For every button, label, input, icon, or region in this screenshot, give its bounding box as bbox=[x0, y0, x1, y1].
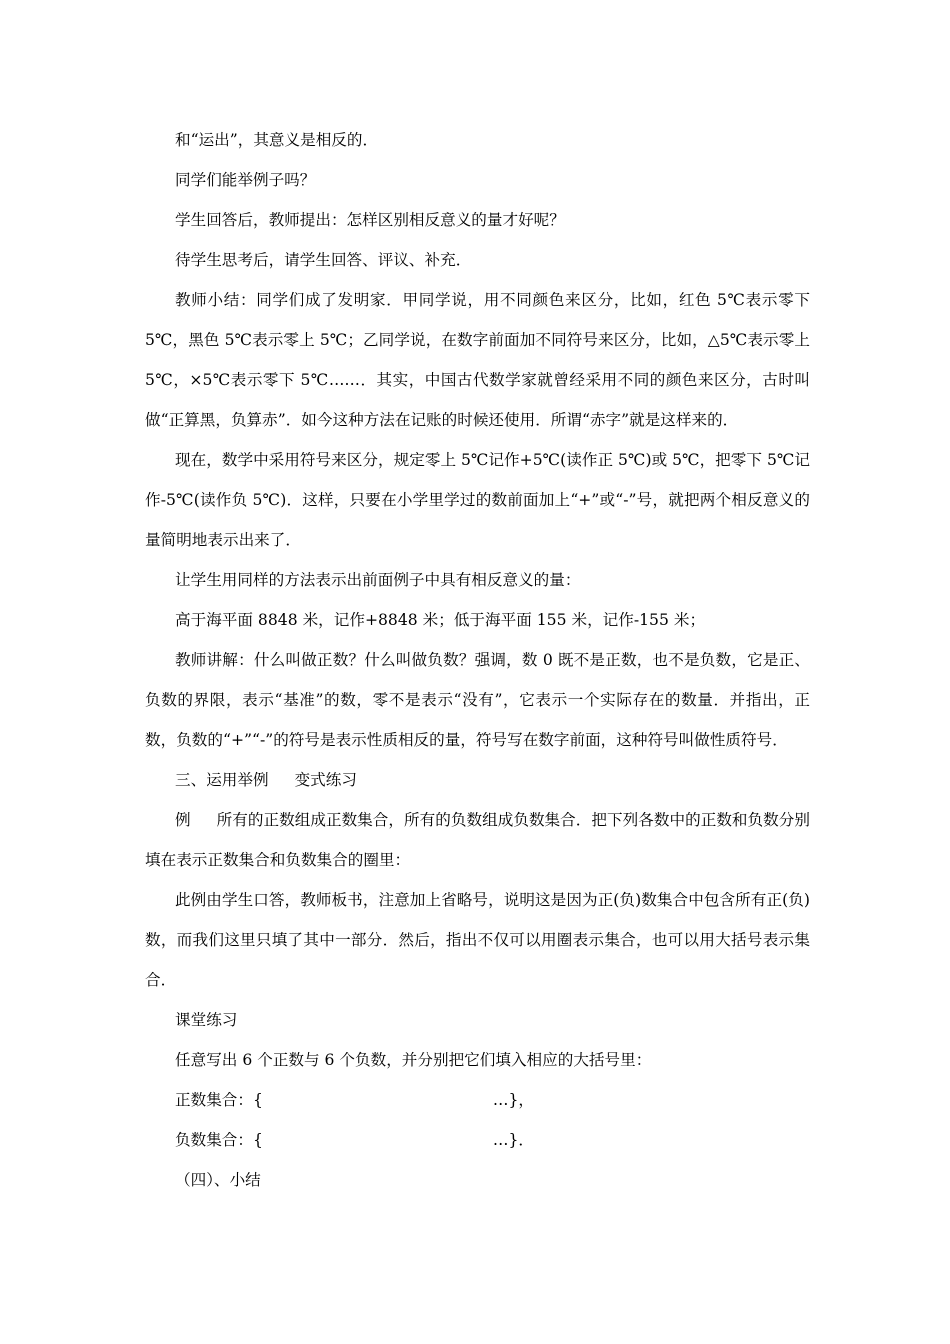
heading-summary: （四）、小结 bbox=[175, 1171, 261, 1189]
positive-set-label: 正数集合： bbox=[175, 1091, 253, 1109]
paragraph-sign-convention: 现在，数学中采用符号来区分，规定零上 5℃记作+5℃(读作正 5℃)或 5℃，把零下 5℃记作-5℃(读作负 5℃)．这样，只要在小学里学过的数前面加上“+”或“-”号，就把两个相反意义的量简明地表示出来了． bbox=[145, 451, 810, 549]
paragraph-student-reply: 待学生思考后，请学生回答、评议、补充． bbox=[175, 251, 472, 269]
section-heading-examples bbox=[145, 760, 810, 800]
positive-set-open-brace: { bbox=[252, 1091, 263, 1109]
heading-class-practice: 课堂练习 bbox=[175, 1011, 238, 1029]
positive-set-line bbox=[145, 1080, 810, 1120]
paragraph-example-notes: 此例由学生口答，教师板书，注意加上省略号，说明这是因为正(负)数集合中包含所有正(负)数，而我们这里只填了其中一部分．然后，指出不仅可以用圈表示集合，也可以用大括号表示集合． bbox=[145, 891, 810, 989]
paragraph-teacher-summary: 教师小结：同学们成了发明家．甲同学说，用不同颜色来区分，比如，红色 5℃表示零下 5℃，黑色 5℃表示零上 5℃；乙同学说，在数字前面加不同符号来区分，比如，△5℃表示零上 5℃，×5℃表示零下 5℃……．其实，中国古代数学家就曾经采用不同的颜色来区分，古时叫做“正算黑，负算赤”．如今这种方法在记账的时候还使用．所谓“赤字”就是这样来的． bbox=[145, 291, 810, 429]
positive-set-close-brace: …}， bbox=[492, 1091, 535, 1109]
example-label: 例 bbox=[175, 811, 191, 829]
paragraph-teacher-prompt: 学生回答后，教师提出：怎样区别相反意义的量才好呢？ bbox=[175, 211, 565, 229]
paragraph-sea-level-example: 高于海平面 8848 米，记作+8848 米；低于海平面 155 米，记作-155 米； bbox=[175, 611, 706, 629]
section-heading-part-1: 三、运用举例 bbox=[175, 771, 269, 789]
negative-set-open-brace: { bbox=[252, 1131, 263, 1149]
negative-set-label: 负数集合： bbox=[175, 1131, 253, 1149]
negative-set-line bbox=[145, 1120, 810, 1160]
paragraph-practice-intro: 让学生用同样的方法表示出前面例子中具有相反意义的量： bbox=[175, 571, 581, 589]
paragraph-teacher-explanation: 教师讲解：什么叫做正数？什么叫做负数？强调，数 0 既不是正数，也不是负数，它是正、负数的界限，表示“基准”的数，零不是表示“没有”，它表示一个实际存在的数量．并指出，正数，负数的“+”“-”的符号是表示性质相反的量，符号写在数字前面，这种符号叫做性质符号． bbox=[145, 651, 810, 749]
paragraph-continuation: 和“运出”，其意义是相反的． bbox=[175, 131, 379, 149]
example-text: 所有的正数组成正数集合，所有的负数组成负数集合．把下列各数中的正数和负数分别填在表示正数集合和负数集合的圈里： bbox=[145, 811, 810, 869]
paragraph-example bbox=[145, 800, 810, 880]
section-heading-part-2: 变式练习 bbox=[294, 771, 357, 789]
paragraph-question: 同学们能举例子吗？ bbox=[175, 171, 316, 189]
negative-set-close-brace: …}． bbox=[492, 1131, 535, 1149]
paragraph-exercise: 任意写出 6 个正数与 6 个负数，并分别把它们填入相应的大括号里： bbox=[175, 1051, 652, 1069]
document-body bbox=[145, 120, 810, 1200]
